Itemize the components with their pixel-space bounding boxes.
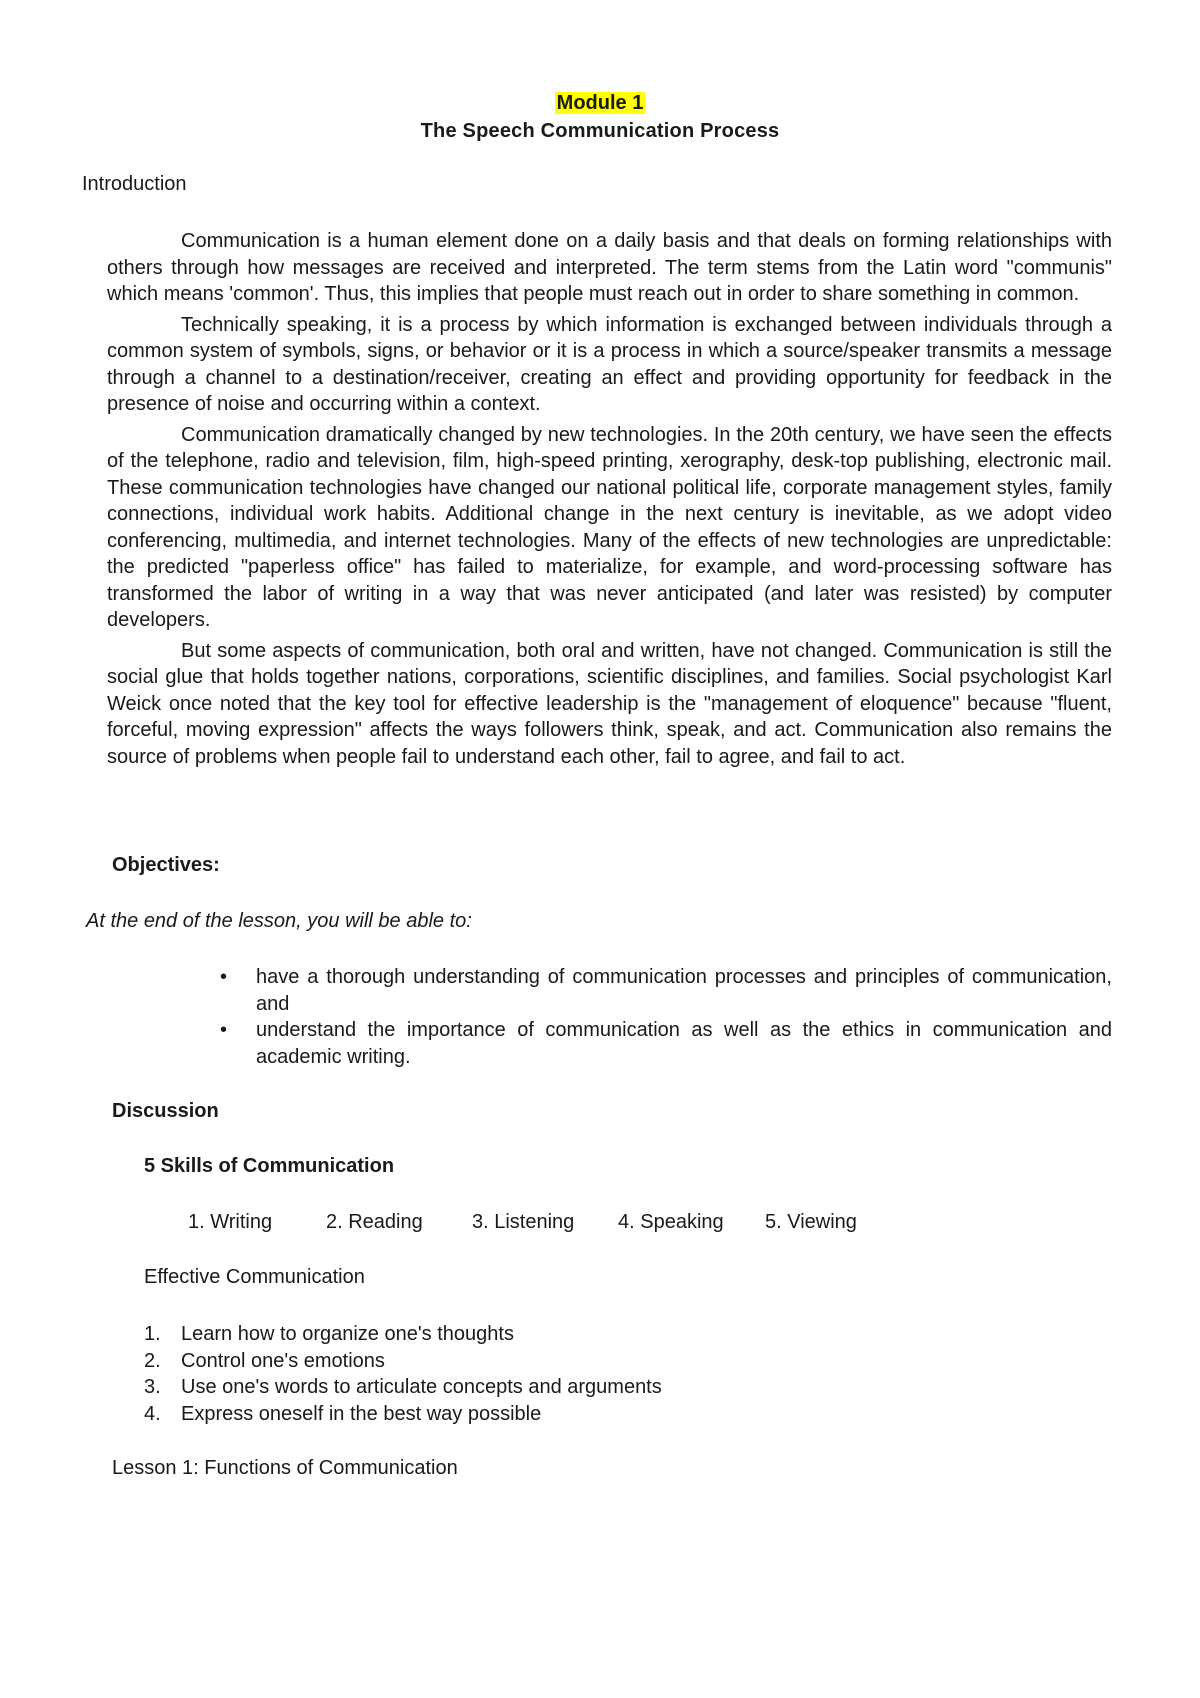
intro-paragraph-3: Communication dramatically changed by new technologies. In the 20th century, we have seen the effects of the telephone, radio and television, film, high-speed printing, xerography, desk-top publishing, electronic mail. These communication technologies have changed our national political life, corporate management styles, family connections, individual work habits. Additional change in the next century is inevitable, as we adopt video conferencing, multimedia, and internet technologies. Many of the effects of new technologies are unpredictable: the predicted "paperless office" has failed to materialize, for example, and word-processing software has transformed the labor of writing in a way that was never anticipated (and later was resisted) by computer developers. [107,423,1112,631]
bullet-icon: • [220,1019,228,1041]
list-item [144,1348,662,1375]
intro-paragraph-2: Technically speaking, it is a process by which information is exchanged between individuals through a common system of symbols, signs, or behavior or it is a process in which a source/speaker transmits a message through a channel to a destination/receiver, creating an effect and providing opportunity for feedback in the presence of noise and occurring within a context. [107,313,1112,415]
list-item [220,1017,1112,1070]
skill-speaking: 4. Speaking [618,1211,724,1233]
list-text: Control one's emotions [181,1349,385,1372]
list-number: 3. [144,1376,161,1398]
intro-paragraph-4: But some aspects of communication, both oral and written, have not changed. Communication is still the social glue that holds together nations, corporations, scientific disciplines, and families. Social psychologist Karl Weick once noted that the key tool for effective leadership is the "management of eloquence" because "fluent, forceful, moving expression" affects the ways followers think, speak, and act. Communication also remains the source of problems when people fail to understand each other, fail to agree, and fail to act. [107,639,1112,768]
module-title [0,92,1200,115]
list-number: 4. [144,1402,161,1425]
skill-reading: 2. Reading [326,1211,423,1233]
objectives-heading: Objectives: [112,854,220,876]
list-text: Use one's words to articulate concepts and arguments [181,1376,662,1398]
objective-text-2: understand the importance of communication as well as the ethics in communication and academic writing. [256,1019,1112,1068]
introduction-body [107,228,1112,774]
list-number: 2. [144,1349,161,1372]
document-title: The Speech Communication Process [420,120,780,142]
list-text: Express oneself in the best way possible [181,1402,542,1425]
list-text: Learn how to organize one's thoughts [181,1323,514,1345]
objectives-intro: At the end of the lesson, you will be able to: [86,910,472,932]
objective-text-1: have a thorough understanding of communication processes and principles of communication, and [256,966,1112,1015]
skill-listening: 3. Listening [472,1211,575,1233]
list-item [144,1321,662,1348]
introduction-heading: Introduction [82,173,187,195]
skill-writing: 1. Writing [188,1211,273,1233]
skill-viewing: 5. Viewing [765,1211,857,1233]
list-number: 1. [144,1323,161,1345]
list-item [144,1401,662,1428]
list-item [220,964,1112,1017]
module-label-highlight: Module 1 [556,92,644,114]
objectives-list [220,964,1112,1070]
effective-communication-heading: Effective Communication [144,1266,365,1288]
intro-paragraph-1: Communication is a human element done on a daily basis and that deals on forming relationships with others through how messages are received and interpreted. The term stems from the Latin word "communis" which means 'common'. Thus, this implies that people must reach out in order to share something in common. [107,230,1112,305]
discussion-heading: Discussion [112,1100,219,1122]
effective-communication-list [144,1321,662,1427]
lesson-heading: Lesson 1: Functions of Communication [112,1457,458,1479]
list-item [144,1374,662,1401]
bullet-icon: • [220,966,228,988]
skills-heading: 5 Skills of Communication [144,1155,395,1177]
